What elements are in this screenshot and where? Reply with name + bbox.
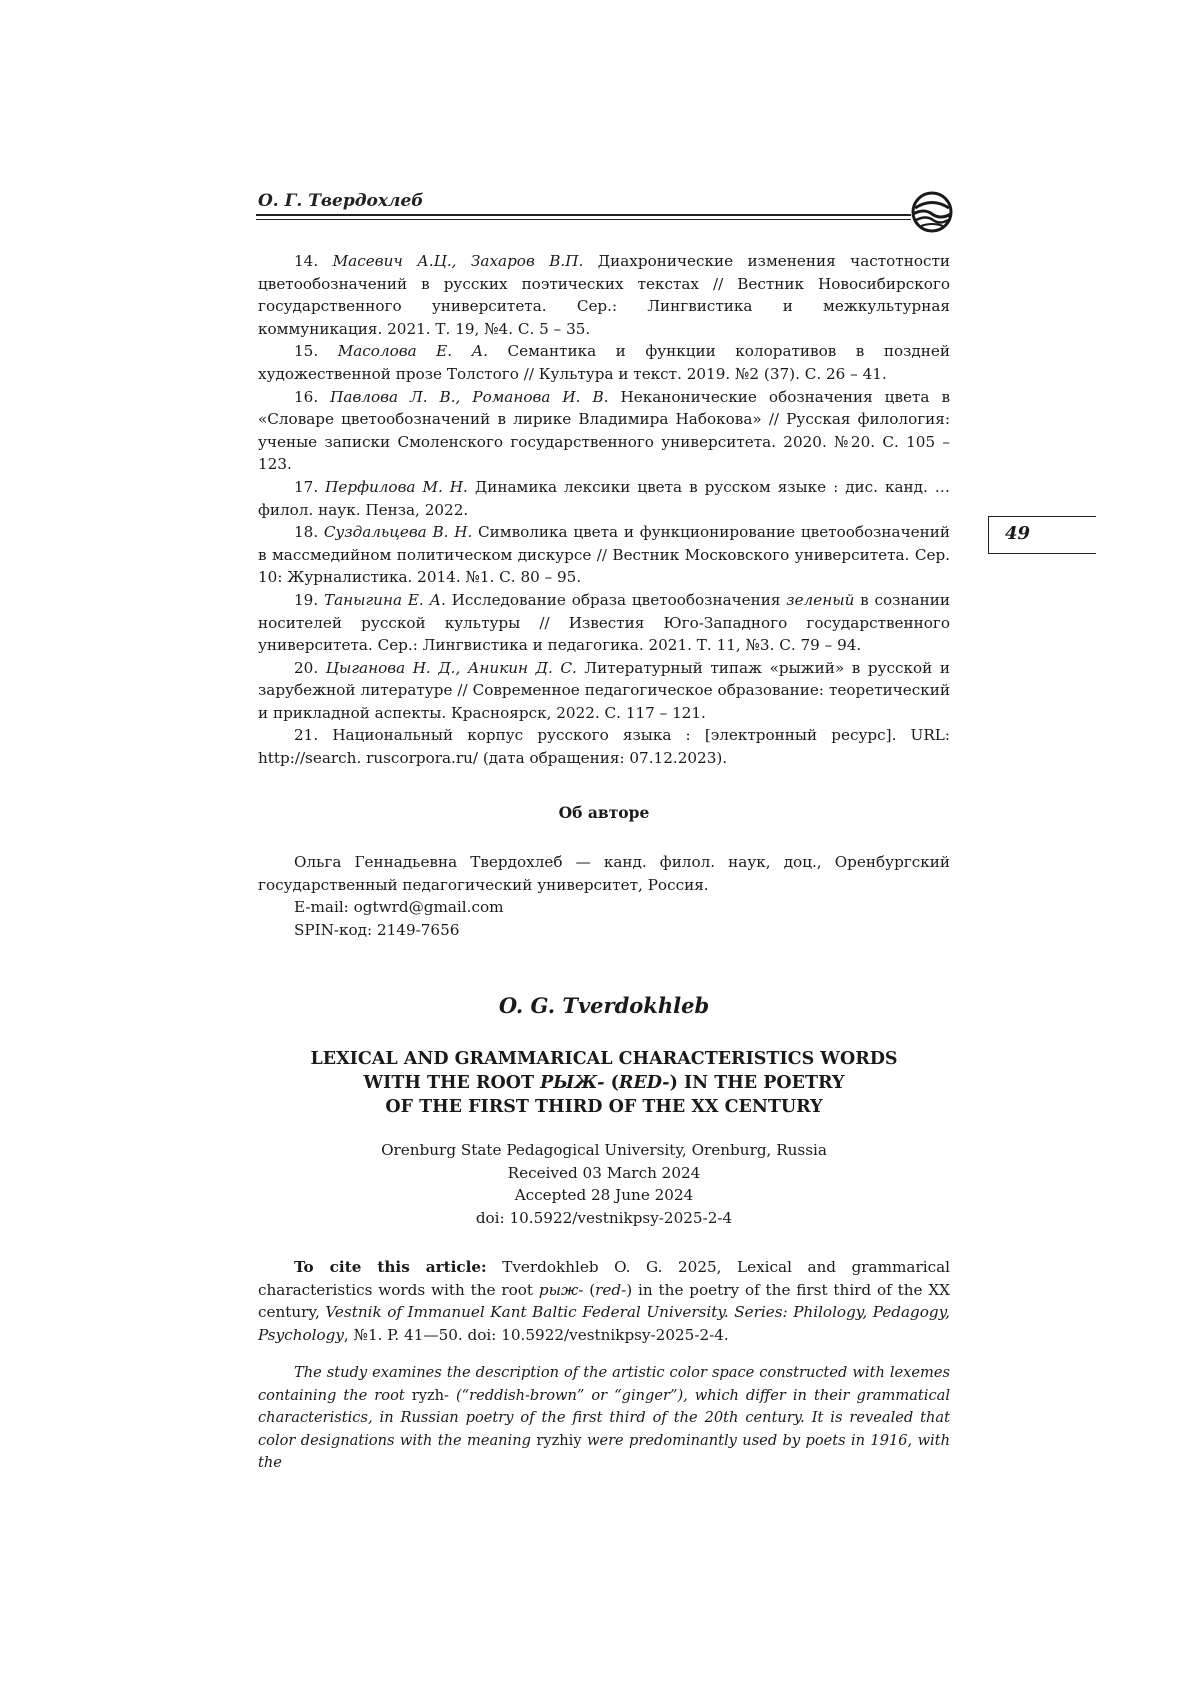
received-date: Received 03 March 2024 bbox=[507, 1163, 701, 1182]
running-head: О. Г. Твердохлеб bbox=[258, 191, 424, 211]
doi: doi: 10.5922/vestnikpsy-2025-2-4 bbox=[475, 1208, 733, 1227]
about-author bbox=[258, 851, 950, 941]
author-bio: Ольга Геннадьевна Твердохлеб — канд. филол. наук, доц., Оренбургский государственный педагогический университет, Россия. bbox=[258, 853, 950, 894]
affiliation: Orenburg State Pedagogical University, Orenburg, Russia bbox=[381, 1141, 827, 1159]
about-author-heading: Об авторе bbox=[558, 803, 650, 822]
author-spin: SPIN-код: 2149-7656 bbox=[294, 920, 460, 939]
journal-logo-icon bbox=[906, 191, 958, 233]
header-rule-thin bbox=[256, 219, 911, 220]
citation: To cite this article: Tverdokhleb O. G. 2025, Lexical and grammarical characteristics words with the root рыж- (red-) in the poetry of the first third of the XX century, Vestnik of Immanuel Kant Baltic Federal University. Series: Philology, Pedagogy, Psychology, №1. P. 41—50. doi: 10.5922/vestnikpsy-2025-2-4. bbox=[258, 1258, 951, 1344]
reference-list bbox=[258, 250, 950, 770]
accepted-date: Accepted 28 June 2024 bbox=[514, 1186, 694, 1205]
page-number: 49 bbox=[988, 516, 1096, 554]
reference-item: 18. Суздальцева В. Н. Символика цвета и функционирование цветообозначений в массмедийном политическом дискурсе // Вестник Московского университета. Сер. 10: Журналистика. 2014. №1. С. 80 – 95. bbox=[258, 523, 951, 587]
reference-item: 15. Масолова Е. А. Семантика и функции колоративов в поздней художественной прозе Толстого // Культура и текст. 2019. №2 (37). С. 26 – 41. bbox=[258, 342, 950, 383]
reference-item: 21. Национальный корпус русского языка : [электронный ресурс]. URL: http://search. ruscorpora.ru/ (дата обращения: 07.12.2023). bbox=[258, 726, 950, 768]
reference-item: 20. Цыганова Н. Д., Аникин Д. С. Литературный типаж «рыжий» в русской и зарубежной литературе // Современное педагогическое образование: теоретический и прикладной аспекты. Красноярск, 2022. С. 117 – 121. bbox=[258, 658, 950, 722]
reference-item: 19. Таныгина Е. А. Исследование образа цветообозначения зеленый в сознании носителей русской культуры // Известия Юго-Западного государственного университета. Сер.: Лингвистика и педагогика. 2021. Т. 11, №3. С. 79 – 94. bbox=[258, 590, 950, 655]
affiliation-block bbox=[258, 1139, 950, 1229]
header-rule bbox=[256, 214, 911, 216]
reference-item: 17. Перфилова М. Н. Динамика лексики цвета в русском языке : дис. канд. … филол. наук. Пенза, 2022. bbox=[258, 477, 950, 519]
reference-item: 14. Масевич А.Ц., Захаров В.П. Диахронические изменения частотности цветообозначений в русских поэтических текстах // Вестник Новосибирского государственного университета. Сер.: Лингвистика и межкультурная коммуникация. 2021. Т. 19, №4. С. 5 – 35. bbox=[258, 252, 950, 338]
abstract: The study examines the description of the artistic color space constructed with lexemes containing the root ryzh- (“reddish-brown” or “ginger”), which differ in their grammatical characteristics, in Russian poetry of the first third of the 20th century. It is revealed that color designations with the meaning ryzhiy were predominantly used by poets in 1916, with the bbox=[258, 1364, 950, 1472]
author-email: E-mail: ogtwrd@gmail.com bbox=[294, 898, 504, 917]
reference-item: 16. Павлова Л. В., Романова И. В. Неканонические обозначения цвета в «Словаре цветообозначений в лирике Владимира Набокова» // Русская филология: ученые записки Смоленского государственного университета. 2020. №20. С. 105 – 123. bbox=[258, 387, 950, 474]
english-author: O. G. Tverdokhleb bbox=[498, 993, 710, 1018]
english-title: LEXICAL AND GRAMMARICAL CHARACTERISTICS WORDS WITH THE ROOT РЫЖ- (RED-) IN THE POETRY OF THE FIRST THIRD OF THE XX CENTURY bbox=[310, 1049, 898, 1117]
